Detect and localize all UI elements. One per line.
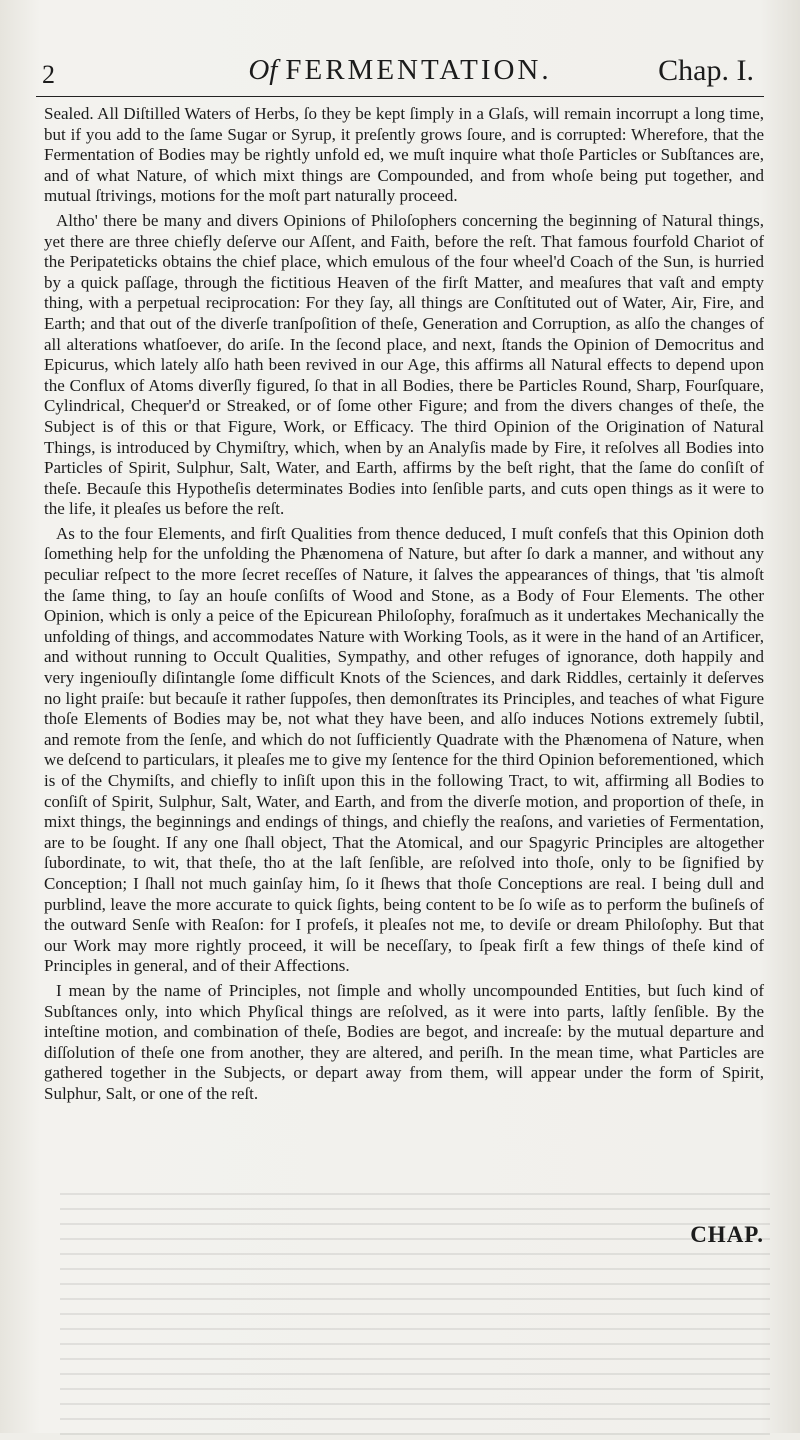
paragraph-3: As to the four Elements, and firſt Qualities from thence deduced, I muſt confeſs that this Opinion doth ſomething help for the unfolding the Phænomena of Nature, but after ſo dark a manner, and without any peculiar reſpect to the more ſecret receſſes of Nature, it ſalves the appearances of things, that 'tis almoſt the ſame thing, to ſay an houſe conſiſts of Wood and Stone, as a Body of Four Elements. The other Opinion, which is only a peice of the Epicurean Philoſophy, foraſmuch as it undertakes Mechanically the unfolding of things, and accommodates Nature with Working Tools, as it were in the hand of an Artificer, and without running to Occult Qualities, Sympathy, and other refuges of ignorance, doth happily and very ingeniouſly diſintangle ſome difficult Knots of the Sciences, and dark Riddles, certainly it deſerves no light praiſe: but becauſe it rather ſuppoſes, then demonſtrates its Principles, and teaches of what Figure thoſe Elements of Bodies may be, not what they have been, and alſo induces Notions extremely ſubtil, and remote from the ſenſe, and which do not ſufficiently Quadrate with the Phænomena of Nature, when we deſcend to particulars, it pleaſes me to give my ſentence for the third Opinion beforementioned, which is of the Chymiſts, and chiefly to inſiſt upon this in the following Tract, to wit, affirming all Bodies to conſiſt of Spirit, Sulphur, Salt, Water, and Earth, and from the diverſe motion, and proportion of theſe, in mixt things, the beginnings and endings of things, and chiefly the reaſons, and varieties of Fermentation, are to be ſought. If any one ſhall object, That the Atomical, and our Spagyric Principles are altogether ſubordinate, to wit, that theſe, tho at the laſt ſenſible, are reſolved into thoſe, only to be ſignified by Conception; I ſhall not much gainſay him, ſo it ſhews that thoſe Conceptions are real. I being dull and purblind, leave the more accurate to quick ſights, being content to be ſo wiſe as to perform the buſineſs of the outward Senſe with Reaſon: for I profeſs, it pleaſes not me, to deviſe or dream Philoſophy. But that our Work may more rightly proceed, it will be neceſſary, to ſpeak firſt a few things of theſe kind of Principles in general, and of their Affections. xyxy=(44,523,764,976)
page-number: 2 xyxy=(42,60,55,89)
bleed-through-texture xyxy=(60,1180,770,1440)
paragraph-4: I mean by the name of Principles, not ſimple and wholly uncompounded Entities, but ſuch kind of Subſtances only, into which Phyſical things are reſolved, as it were into parts, laſtly ſenſible. By the inteſtine motion, and combination of theſe, Bodies are begot, and increaſe: by the mutual departure and diſſolution of theſe one from another, they are altered, and periſh. In the mean time, what Particles are gathered together in the Subjects, or depart away from them, will appear under the form of Spirit, Sulphur, Salt, or one of the reſt. xyxy=(44,980,764,1103)
chapter-label: Chap. I. xyxy=(658,54,754,87)
paragraph-1: Sealed. All Diſtilled Waters of Herbs, ſo they be kept ſimply in a Glaſs, will remain incorrupt a long time, but if you add to the ſame Sugar or Syrup, it preſently grows ſoure, and is corrupted: Wherefore, that the Fermentation of Bodies may be rightly unfold ed, we muſt inquire what thoſe Particles or Subſtances are, and of what Nature, of which mixt things are Compounded, and from whoſe being put together, and mutual ſtrivings, motions for the moſt part naturally proceed. xyxy=(44,104,764,206)
body-text xyxy=(44,104,764,1105)
running-title-main: FERMENTATION. xyxy=(285,54,552,86)
header-rule xyxy=(36,96,764,97)
paragraph-2: Altho' there be many and divers Opinions of Philoſophers concerning the beginning of Natural things, yet there are three chiefly deſerve our Aſſent, and Faith, before the reſt. That famous fourfold Chariot of the Peripateticks obtains the chief place, which emulous of the four wheel'd Coach of the Sun, is hurried by a quick paſſage, through the fictitious Heaven of the firſt Matter, and meaſures that vaſt and empty thing, with a perpetual reciprocation: For they ſay, all things are Conſtituted out of Water, Air, Fire, and Earth; and that out of the diverſe tranſpoſition of theſe, Generation and Corruption, as alſo the changes of all alterations whatſoever, do ariſe. In the ſecond place, and next, ſtands the Opinion of Democritus and Epicurus, which lately alſo hath been revived in our Age, this affirms all Natural effects to depend upon the Conflux of Atoms diverſly figured, ſo that in all Bodies, there be Particles Round, Sharp, Fourſquare, Cylindrical, Chequer'd or Streaked, or of ſome other Figure; and from the divers changes of theſe, the Subject is of this or that Figure, Work, or Efficacy. The third Opinion of the Origination of Natural Things, is introduced by Chymiſtry, which, when by an Analyſis made by Fire, it reſolves all Bodies into Particles of Spirit, Sulphur, Salt, Water, and Earth, affirms by the beſt right, that the ſame do conſiſt of theſe. Becauſe this Hypotheſis determinates Bodies into ſenſible parts, and cuts open things as it were to the life, it pleaſes us before the reſt. xyxy=(44,210,764,519)
running-title xyxy=(36,54,764,87)
running-title-of: Of xyxy=(248,54,278,86)
running-header xyxy=(36,50,764,94)
catchword: CHAP. xyxy=(690,1222,764,1247)
